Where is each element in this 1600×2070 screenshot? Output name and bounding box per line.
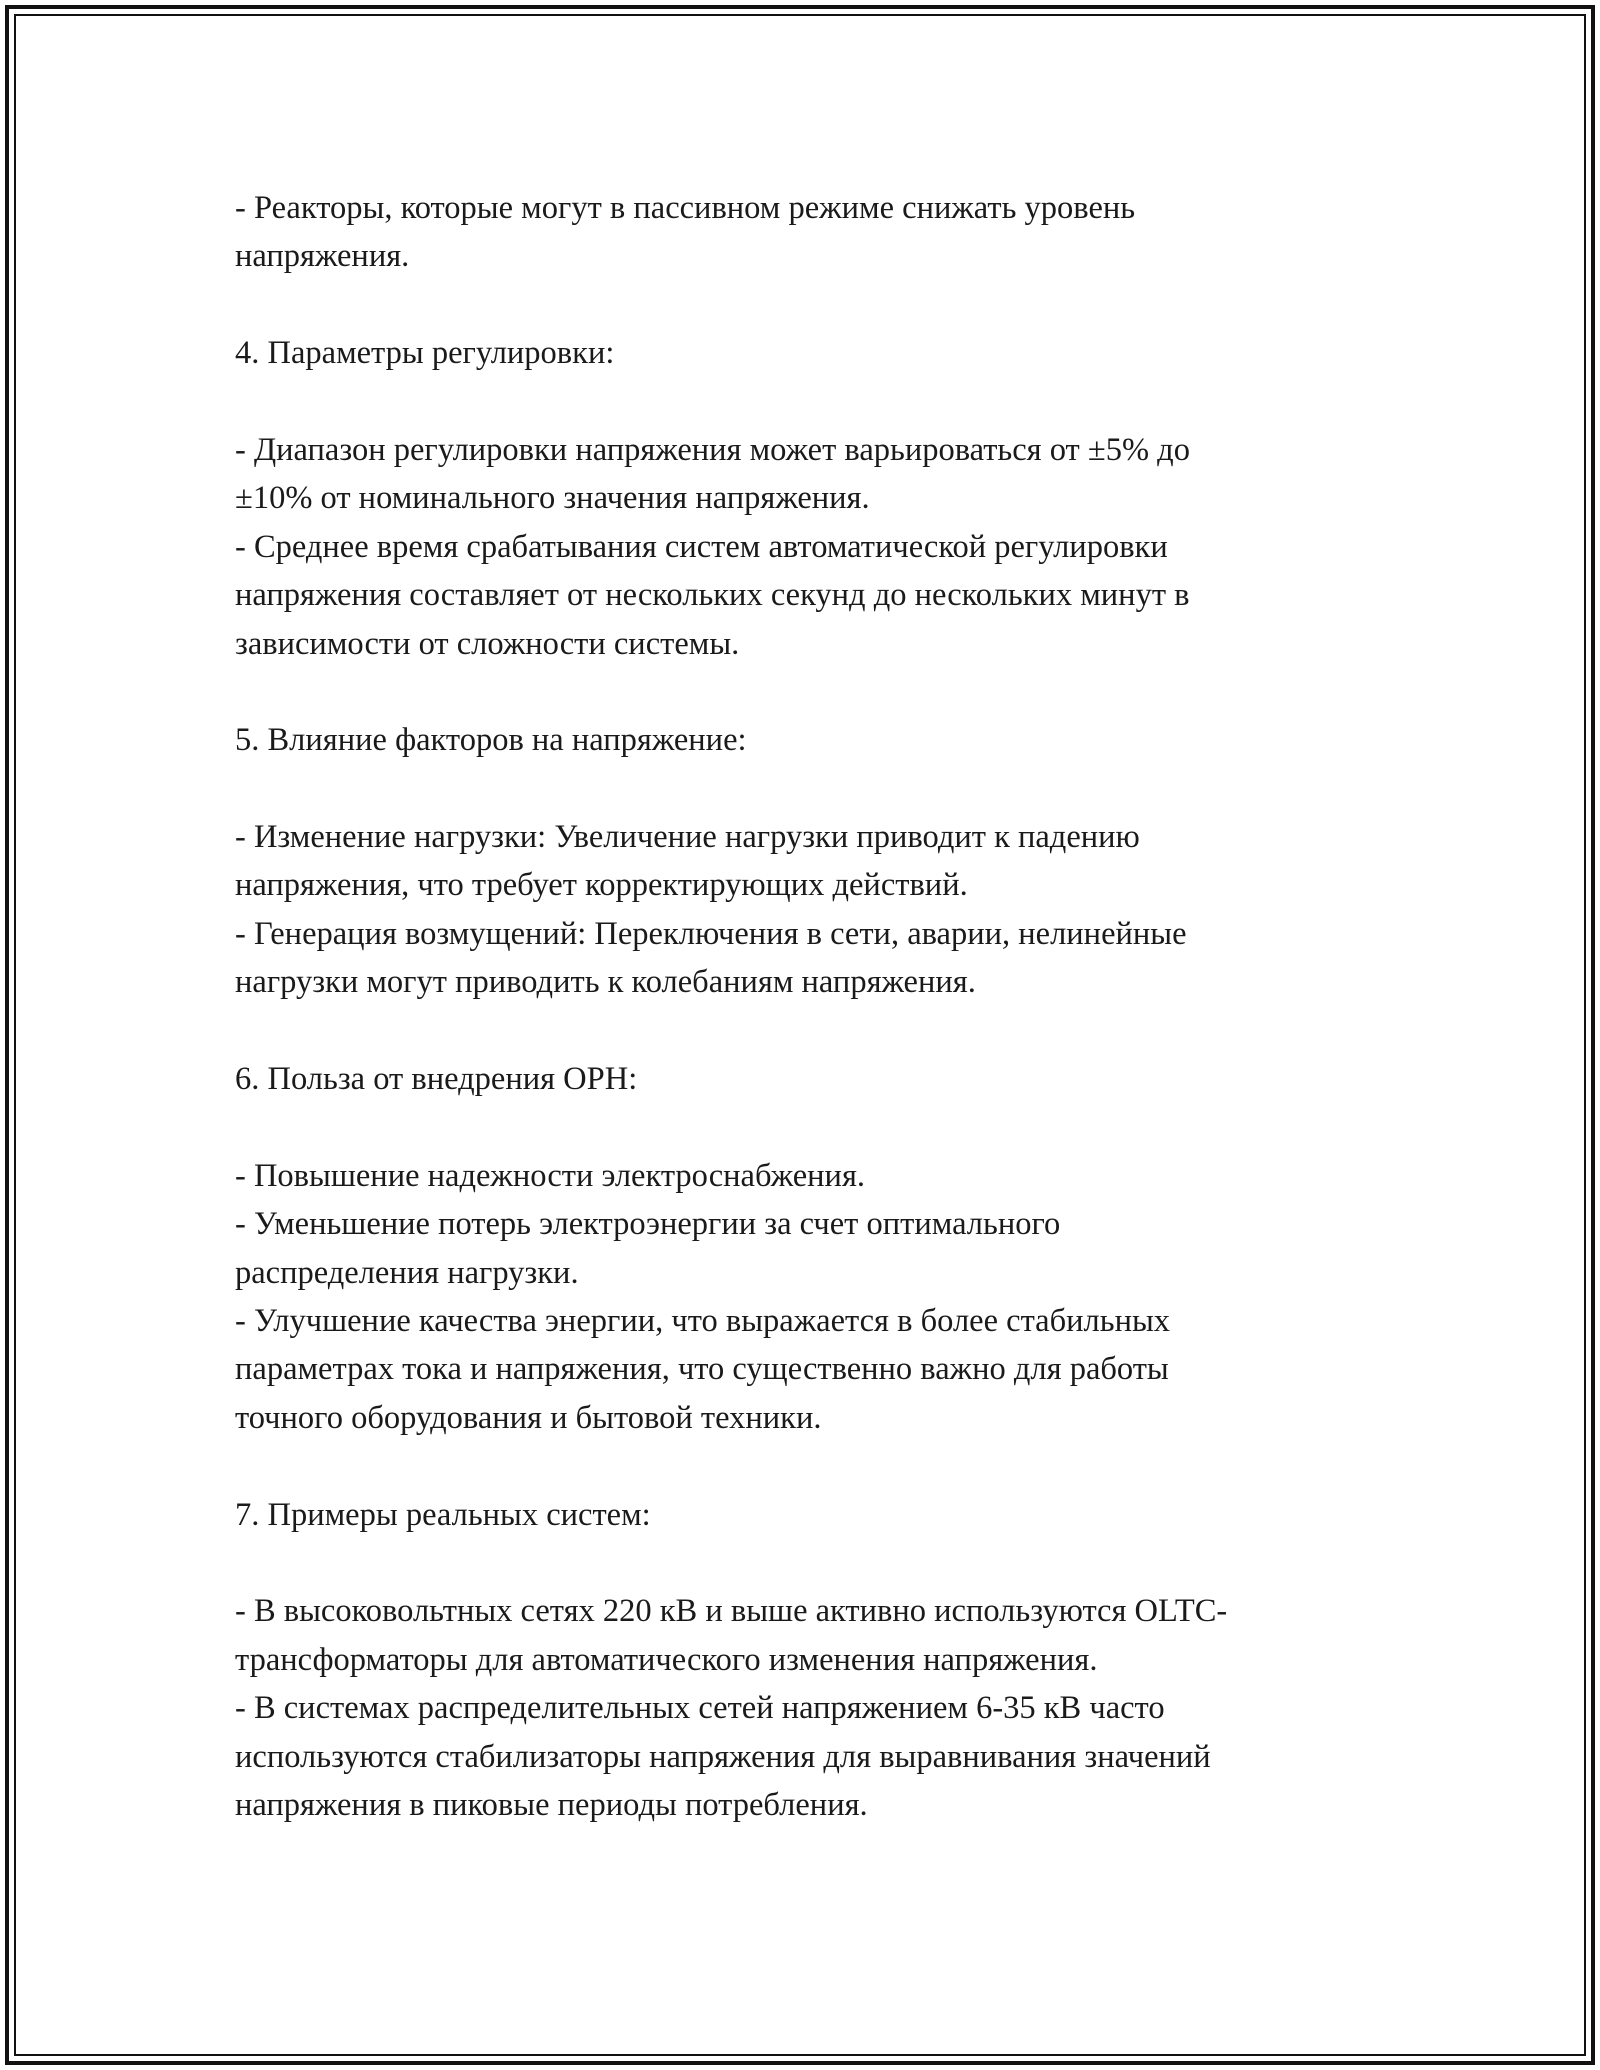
blank-line bbox=[235, 378, 1415, 426]
text-line: ±10% от номинального значения напряжения. bbox=[235, 480, 870, 517]
text-line: - Реакторы, которые могут в пассивном режиме снижать уровень bbox=[235, 190, 1136, 226]
blank-line bbox=[235, 1103, 1415, 1151]
text-line: трансформаторы для автоматического изменения напряжения. bbox=[235, 1641, 1098, 1678]
text-line: точного оборудования и бытовой техники. bbox=[235, 1399, 822, 1436]
text-line: - Диапазон регулировки напряжения может варьироваться от ±5% до bbox=[235, 431, 1190, 468]
blank-line bbox=[235, 281, 1415, 329]
blank-line bbox=[235, 1007, 1415, 1055]
section-heading-4: 4. Параметры регулировки: bbox=[235, 335, 615, 372]
text-line: - Изменение нагрузки: Увеличение нагрузки приводит к падению bbox=[235, 819, 1140, 856]
blank-line bbox=[235, 765, 1415, 813]
text-line: нагрузки могут приводить к колебаниям напряжения. bbox=[235, 964, 976, 1001]
text-line: зависимости от сложности системы. bbox=[235, 625, 740, 662]
section-heading-5: 5. Влияние факторов на напряжение: bbox=[235, 722, 747, 759]
section-heading-7: 7. Примеры реальных систем: bbox=[235, 1496, 651, 1533]
text-line: - В высоковольтных сетях 220 кВ и выше активно используются OLTC- bbox=[235, 1593, 1228, 1630]
text-line: - Среднее время срабатывания систем автоматической регулировки bbox=[235, 528, 1168, 565]
text-line: - Повышение надежности электроснабжения. bbox=[235, 1157, 866, 1194]
text-line: - Уменьшение потерь электроэнергии за счет оптимального bbox=[235, 1206, 1061, 1243]
text-line: напряжения. bbox=[235, 238, 410, 275]
text-line: - Генерация возмущений: Переключения в сети, аварии, нелинейные bbox=[235, 915, 1187, 952]
blank-line bbox=[235, 1442, 1415, 1490]
text-line: напряжения составляет от нескольких секунд до нескольких минут в bbox=[235, 577, 1190, 614]
text-line: напряжения в пиковые периоды потребления. bbox=[235, 1786, 868, 1823]
blank-line bbox=[235, 668, 1415, 716]
section-heading-6: 6. Польза от внедрения ОРН: bbox=[235, 1061, 638, 1098]
text-line: - Улучшение качества энергии, что выражается в более стабильных bbox=[235, 1302, 1171, 1339]
text-line: параметрах тока и напряжения, что существенно важно для работы bbox=[235, 1351, 1169, 1388]
text-line: - В системах распределительных сетей напряжением 6-35 кВ часто bbox=[235, 1690, 1165, 1727]
document-text bbox=[235, 184, 1415, 1829]
text-line: распределения нагрузки. bbox=[235, 1254, 579, 1291]
text-line: используются стабилизаторы напряжения для выравнивания значений bbox=[235, 1738, 1211, 1775]
blank-line bbox=[235, 1539, 1415, 1587]
text-line: напряжения, что требует корректирующих действий. bbox=[235, 867, 968, 904]
